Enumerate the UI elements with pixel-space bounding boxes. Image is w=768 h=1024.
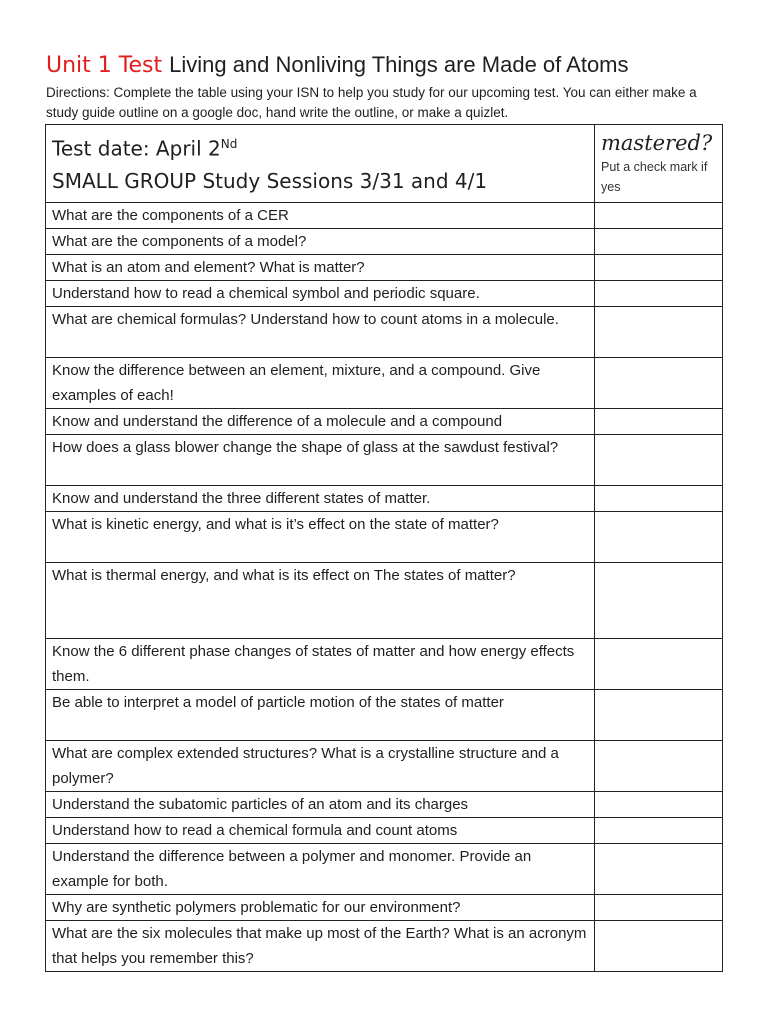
test-date-suffix: Nd (220, 137, 238, 151)
question-cell: Understand how to read a chemical symbol and periodic square. (46, 281, 595, 307)
table-row (46, 512, 723, 563)
question-cell: What are complex extended structures? What is a crystalline structure and a polymer? (46, 741, 595, 792)
mastered-check-cell[interactable] (595, 921, 723, 972)
table-row (46, 435, 723, 486)
title-text: Living and Nonliving Things are Made of Atoms (169, 52, 629, 77)
question-cell: Know and understand the difference of a molecule and a compound (46, 409, 595, 435)
question-cell: Understand the subatomic particles of an atom and its charges (46, 792, 595, 818)
table-row (46, 307, 723, 358)
question-cell: What are chemical formulas? Understand how to count atoms in a molecule. (46, 307, 595, 358)
table-row (46, 281, 723, 307)
question-cell: What are the components of a model? (46, 229, 595, 255)
mastered-check-cell[interactable] (595, 512, 723, 563)
question-cell: Know the difference between an element, mixture, and a compound. Give examples of each! (46, 358, 595, 409)
mastered-check-cell[interactable] (595, 229, 723, 255)
mastered-check-cell[interactable] (595, 792, 723, 818)
mastered-check-cell[interactable] (595, 358, 723, 409)
mastered-check-cell[interactable] (595, 409, 723, 435)
title-unit-label: Unit 1 Test (46, 53, 163, 78)
directions-text: Directions: Complete the table using your ISN to help you study for our upcoming test. You can either make a study guide outline on a google doc, hand write the outline, or make a quizlet. (46, 85, 697, 120)
table-row (46, 358, 723, 409)
study-table (45, 124, 723, 972)
table-row (46, 844, 723, 895)
table-row (46, 921, 723, 972)
mastered-check-cell[interactable] (595, 255, 723, 281)
table-row (46, 203, 723, 229)
mastered-check-cell[interactable] (595, 307, 723, 358)
header-cell-info (46, 125, 595, 203)
question-cell: What is thermal energy, and what is its effect on The states of matter? (46, 563, 595, 639)
question-cell: Know and understand the three different states of matter. (46, 486, 595, 512)
mastered-check-cell[interactable] (595, 281, 723, 307)
table-row (46, 486, 723, 512)
question-cell: What is kinetic energy, and what is it’s effect on the state of matter? (46, 512, 595, 563)
table-row (46, 792, 723, 818)
table-row (46, 895, 723, 921)
table-row (46, 409, 723, 435)
mastered-check-cell[interactable] (595, 818, 723, 844)
header-cell-mastered (595, 125, 723, 203)
header-row (46, 125, 723, 203)
page-title (46, 50, 629, 81)
table-row (46, 229, 723, 255)
mastered-check-cell[interactable] (595, 639, 723, 690)
mastered-check-cell[interactable] (595, 435, 723, 486)
question-cell: Understand the difference between a polymer and monomer. Provide an example for both. (46, 844, 595, 895)
question-cell: Be able to interpret a model of particle motion of the states of matter (46, 690, 595, 741)
question-cell: Know the 6 different phase changes of states of matter and how energy effects them. (46, 639, 595, 690)
mastered-check-cell[interactable] (595, 690, 723, 741)
mastered-check-cell[interactable] (595, 844, 723, 895)
question-cell: Why are synthetic polymers problematic for our environment? (46, 895, 595, 921)
table-row (46, 741, 723, 792)
question-cell: How does a glass blower change the shape of glass at the sawdust festival? (46, 435, 595, 486)
test-date-text: Test date: April 2 (52, 136, 221, 161)
question-cell: What are the six molecules that make up most of the Earth? What is an acronym that helps you remember this? (46, 921, 595, 972)
mastered-check-cell[interactable] (595, 741, 723, 792)
mastered-check-cell[interactable] (595, 895, 723, 921)
mastered-heading: mastered? (601, 131, 713, 155)
table-row (46, 818, 723, 844)
table-row (46, 690, 723, 741)
table-row (46, 563, 723, 639)
question-cell: Understand how to read a chemical formula and count atoms (46, 818, 595, 844)
mastered-check-cell[interactable] (595, 203, 723, 229)
study-sessions-text: SMALL GROUP Study Sessions 3/31 and 4/1 (52, 168, 488, 193)
table-row (46, 639, 723, 690)
question-cell: What are the components of a CER (46, 203, 595, 229)
test-date-line (52, 129, 588, 164)
mastered-instruction: Put a check mark if yes (601, 160, 708, 194)
table-row (46, 255, 723, 281)
mastered-check-cell[interactable] (595, 486, 723, 512)
mastered-check-cell[interactable] (595, 563, 723, 639)
question-cell: What is an atom and element? What is matter? (46, 255, 595, 281)
